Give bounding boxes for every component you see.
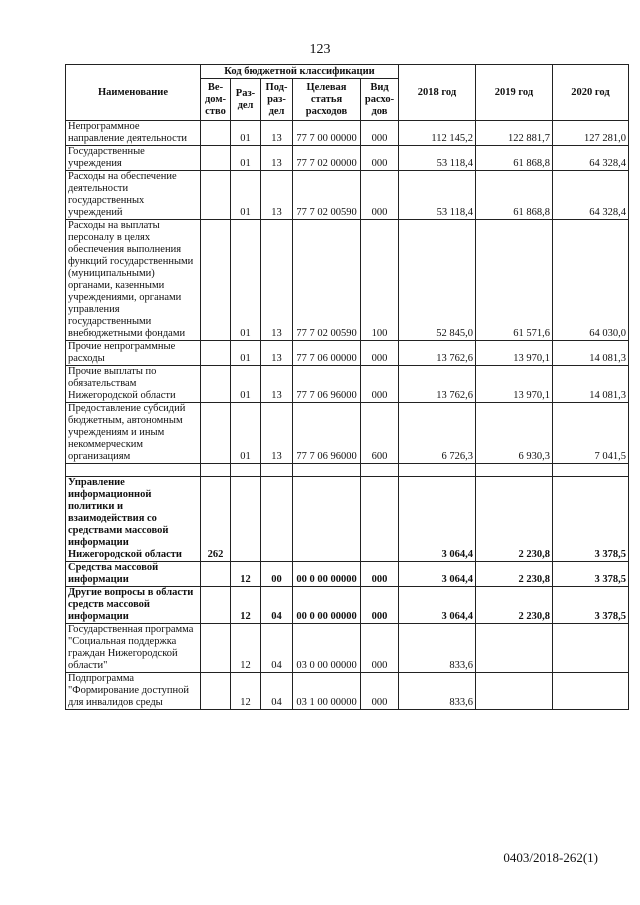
row-2018: 3 064,4 xyxy=(399,477,476,562)
row-2019: 13 970,1 xyxy=(476,366,553,403)
row-2019: 2 230,8 xyxy=(476,587,553,624)
row-ved xyxy=(201,171,231,220)
row-podrazdel: 13 xyxy=(261,341,293,366)
header-razdel: Раз- дел xyxy=(231,79,261,121)
table-row xyxy=(66,587,629,624)
row-name: Прочие выплаты по обязательствам Нижегородской области xyxy=(66,366,201,403)
table-row xyxy=(66,146,629,171)
row-2020: 3 378,5 xyxy=(553,562,629,587)
row-ved xyxy=(201,587,231,624)
row-ved xyxy=(201,341,231,366)
header-csr: Целевая статья расходов xyxy=(293,79,361,121)
row-2020: 7 041,5 xyxy=(553,403,629,464)
row-name: Расходы на обеспечение деятельности государственных учреждений xyxy=(66,171,201,220)
row-podrazdel: 13 xyxy=(261,171,293,220)
row-name: Прочие непрограммные расходы xyxy=(66,341,201,366)
row-2019: 2 230,8 xyxy=(476,477,553,562)
row-csr: 77 7 00 00000 xyxy=(293,121,361,146)
row-2020: 64 328,4 xyxy=(553,146,629,171)
row-csr: 77 7 02 00590 xyxy=(293,220,361,341)
row-2020: 64 030,0 xyxy=(553,220,629,341)
header-ved: Ве- дом- ство xyxy=(201,79,231,121)
row-name: Государственные учреждения xyxy=(66,146,201,171)
row-csr xyxy=(293,477,361,562)
row-ved xyxy=(201,220,231,341)
row-podrazdel: 13 xyxy=(261,220,293,341)
row-2018: 52 845,0 xyxy=(399,220,476,341)
row-2018: 3 064,4 xyxy=(399,587,476,624)
row-2020: 64 328,4 xyxy=(553,171,629,220)
table-row xyxy=(66,624,629,673)
row-2019: 61 868,8 xyxy=(476,146,553,171)
row-2020 xyxy=(553,624,629,673)
row-2018: 13 762,6 xyxy=(399,341,476,366)
row-csr: 00 0 00 00000 xyxy=(293,587,361,624)
header-vr: Вид расхо- дов xyxy=(361,79,399,121)
row-2020: 14 081,3 xyxy=(553,341,629,366)
row-razdel: 01 xyxy=(231,121,261,146)
row-ved xyxy=(201,403,231,464)
header-podrazdel: Под- раз- дел xyxy=(261,79,293,121)
row-razdel: 01 xyxy=(231,146,261,171)
row-razdel: 01 xyxy=(231,171,261,220)
row-2018: 833,6 xyxy=(399,624,476,673)
row-2020: 3 378,5 xyxy=(553,477,629,562)
table-row xyxy=(66,220,629,341)
table-row xyxy=(66,171,629,220)
row-podrazdel xyxy=(261,477,293,562)
row-podrazdel: 04 xyxy=(261,673,293,710)
row-2018: 6 726,3 xyxy=(399,403,476,464)
row-vr: 000 xyxy=(361,673,399,710)
row-podrazdel: 13 xyxy=(261,146,293,171)
table-row xyxy=(66,673,629,710)
row-name: Средства массовой информации xyxy=(66,562,201,587)
row-csr: 00 0 00 00000 xyxy=(293,562,361,587)
table-row xyxy=(66,477,629,562)
row-2019: 122 881,7 xyxy=(476,121,553,146)
row-razdel: 12 xyxy=(231,673,261,710)
table-row xyxy=(66,366,629,403)
row-2018: 833,6 xyxy=(399,673,476,710)
row-2019: 61 571,6 xyxy=(476,220,553,341)
row-podrazdel: 00 xyxy=(261,562,293,587)
row-vr: 000 xyxy=(361,121,399,146)
row-razdel xyxy=(231,477,261,562)
row-ved xyxy=(201,562,231,587)
row-2018: 53 118,4 xyxy=(399,146,476,171)
page-number: 123 xyxy=(309,42,331,57)
row-csr: 03 0 00 00000 xyxy=(293,624,361,673)
row-vr: 000 xyxy=(361,341,399,366)
row-2020 xyxy=(553,673,629,710)
row-2020: 127 281,0 xyxy=(553,121,629,146)
row-name: Подпрограмма "Формирование доступной для инвалидов среды xyxy=(66,673,201,710)
row-ved xyxy=(201,121,231,146)
row-2018: 13 762,6 xyxy=(399,366,476,403)
row-vr xyxy=(361,477,399,562)
row-name: Государственная программа "Социальная поддержка граждан Нижегородской области" xyxy=(66,624,201,673)
row-2018: 3 064,4 xyxy=(399,562,476,587)
header-2018: 2018 год xyxy=(399,65,476,121)
row-vr: 000 xyxy=(361,146,399,171)
row-razdel: 12 xyxy=(231,587,261,624)
table-row xyxy=(66,121,629,146)
row-vr: 000 xyxy=(361,624,399,673)
row-podrazdel: 13 xyxy=(261,121,293,146)
row-ved xyxy=(201,366,231,403)
row-vr: 000 xyxy=(361,562,399,587)
row-2019: 6 930,3 xyxy=(476,403,553,464)
row-razdel: 12 xyxy=(231,562,261,587)
row-csr: 77 7 06 96000 xyxy=(293,366,361,403)
row-name: Предоставление субсидий бюджетным, автономным учреждениям и иным некоммерческим организациям xyxy=(66,403,201,464)
row-razdel: 01 xyxy=(231,220,261,341)
row-podrazdel: 04 xyxy=(261,587,293,624)
row-csr: 03 1 00 00000 xyxy=(293,673,361,710)
row-razdel: 01 xyxy=(231,403,261,464)
row-2020: 3 378,5 xyxy=(553,587,629,624)
row-ved xyxy=(201,146,231,171)
row-name: Другие вопросы в области средств массовой информации xyxy=(66,587,201,624)
row-ved xyxy=(201,673,231,710)
row-podrazdel: 04 xyxy=(261,624,293,673)
header-name: Наименование xyxy=(66,65,201,121)
row-csr: 77 7 06 96000 xyxy=(293,403,361,464)
header-2019: 2019 год xyxy=(476,65,553,121)
row-csr: 77 7 02 00590 xyxy=(293,171,361,220)
row-vr: 000 xyxy=(361,171,399,220)
row-csr: 77 7 02 00000 xyxy=(293,146,361,171)
row-2018: 112 145,2 xyxy=(399,121,476,146)
row-podrazdel: 13 xyxy=(261,403,293,464)
row-2019 xyxy=(476,624,553,673)
row-ved: 262 xyxy=(201,477,231,562)
row-2018: 53 118,4 xyxy=(399,171,476,220)
row-razdel: 12 xyxy=(231,624,261,673)
row-vr: 100 xyxy=(361,220,399,341)
row-vr: 000 xyxy=(361,587,399,624)
row-vr: 600 xyxy=(361,403,399,464)
document-code: 0403/2018-262(1) xyxy=(503,850,598,865)
row-podrazdel: 13 xyxy=(261,366,293,403)
header-2020: 2020 год xyxy=(553,65,629,121)
row-2019 xyxy=(476,673,553,710)
table-row xyxy=(66,562,629,587)
table-spacer-row xyxy=(66,464,629,477)
row-name: Управление информационной политики и взаимодействия со средствами массовой информации Нижегородской области xyxy=(66,477,201,562)
row-2019: 2 230,8 xyxy=(476,562,553,587)
row-ved xyxy=(201,624,231,673)
row-csr: 77 7 06 00000 xyxy=(293,341,361,366)
row-razdel: 01 xyxy=(231,366,261,403)
row-name: Расходы на выплаты персоналу в целях обеспечения выполнения функций государственными (муниципальными) органами, казенными учреждениями, органами управления государственными внебюджетными фондами xyxy=(66,220,201,341)
table-row xyxy=(66,403,629,464)
row-razdel: 01 xyxy=(231,341,261,366)
header-code-group: Код бюджетной классификации xyxy=(201,65,399,79)
budget-table xyxy=(65,64,629,710)
row-2019: 13 970,1 xyxy=(476,341,553,366)
row-vr: 000 xyxy=(361,366,399,403)
table-row xyxy=(66,341,629,366)
row-name: Непрограммное направление деятельности xyxy=(66,121,201,146)
row-2020: 14 081,3 xyxy=(553,366,629,403)
row-2019: 61 868,8 xyxy=(476,171,553,220)
